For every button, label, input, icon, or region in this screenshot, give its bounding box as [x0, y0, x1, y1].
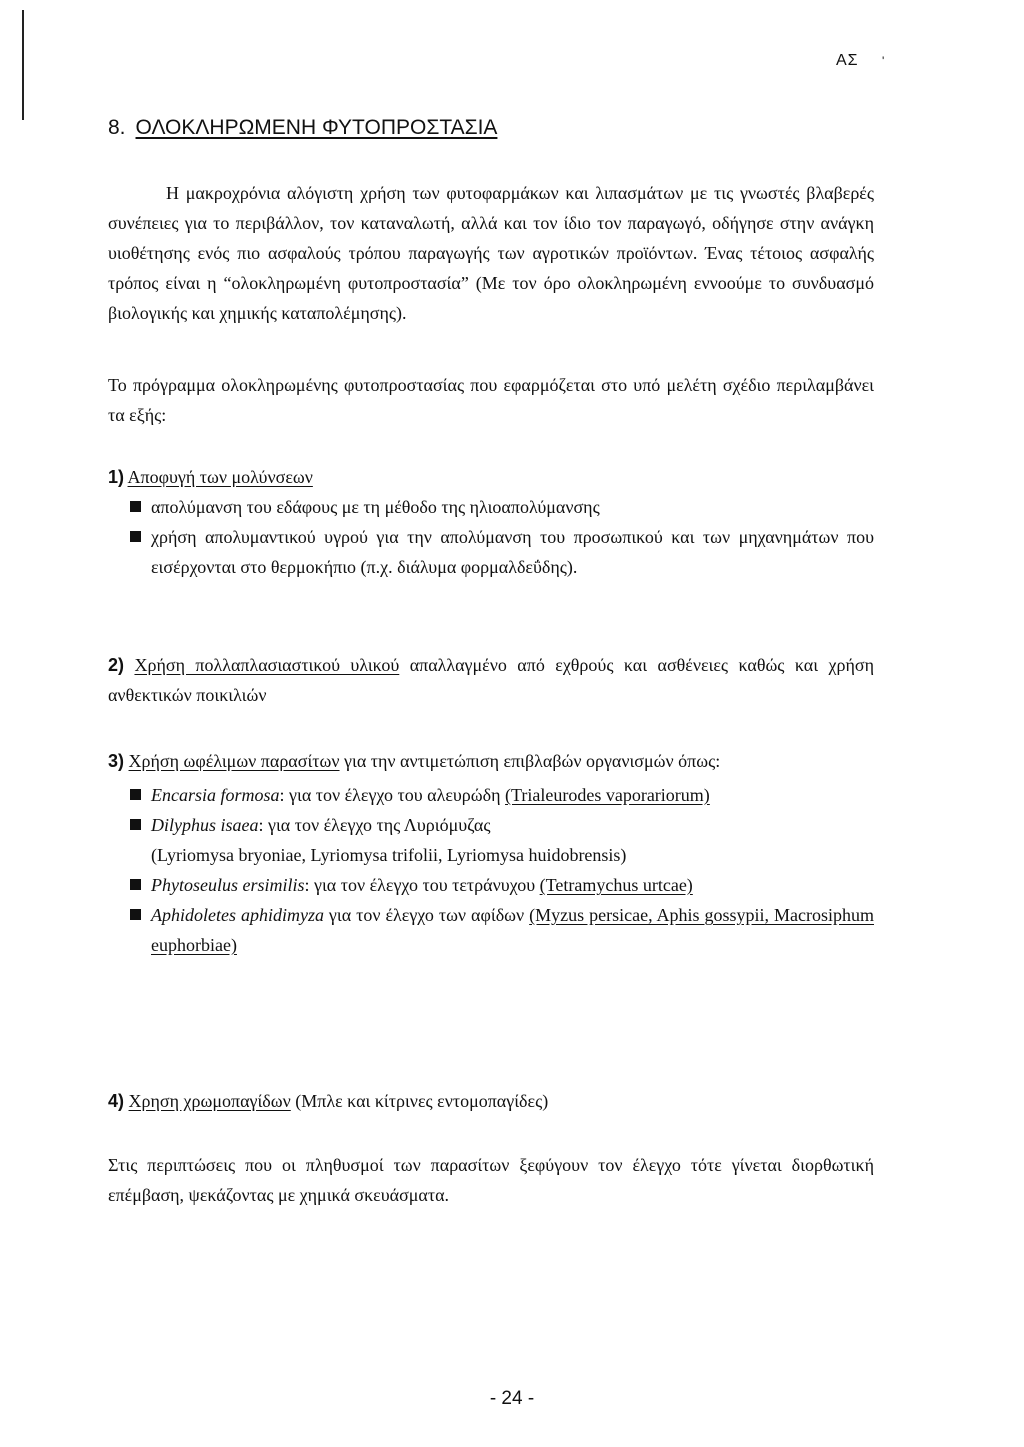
square-bullet-icon — [130, 879, 141, 890]
section-1-title: Αποφυγή των μολύνσεων — [127, 467, 313, 487]
list-item-text: : για τον έλεγχο του τετράνυχου — [304, 875, 540, 895]
section-4-text: (Μπλε και κίτρινες εντομοπαγίδες) — [290, 1091, 549, 1111]
target-species: (Myzus persicae, Aphis gossypii, Macrosiphum euphorbiae) — [151, 905, 874, 955]
species-name: Phytoseulus ersimilis — [151, 875, 305, 895]
heading-number: 8. — [108, 116, 126, 139]
intro-paragraph: Η μακροχρόνια αλόγιστη χρήση των φυτοφαρμάκων και λιπασμάτων με τις γνωστές βλαβερές συνέπειες για το περιβάλλον, τον καταναλωτή, αλλά και τον ίδιο τον παραγωγό, οδήγησε στην ανάγκη υιοθέτησης ενός πιο ασφαλούς τρόπου παραγωγής των αγροτικών προϊόντων. Ένας τέτοιος ασφαλής τρόπος είναι η “ολοκληρωμένη φυτοπροστασία” (Με τον όρο ολοκληρωμένη εννοούμε το συνδυασμό βιολογικής και χημικής καταπολέμησης). — [108, 183, 874, 323]
list-item — [108, 522, 874, 582]
section-1-heading — [108, 462, 874, 492]
square-bullet-icon — [130, 501, 141, 512]
section-3-text: για την αντιμετώπιση επιβλαβών οργανισμών όπως: — [339, 751, 721, 771]
section-2-title: Χρήση πολλαπλασιαστικού υλικού — [134, 655, 400, 675]
list-item-text: για τον έλεγχο των αφίδων — [323, 905, 530, 925]
section-3-title: Χρήση ωφέλιμων παρασίτων — [128, 751, 340, 771]
section-1 — [108, 462, 874, 582]
section-4 — [108, 1086, 874, 1116]
section-2-number: 2) — [108, 655, 125, 675]
list-item-text: : για τον έλεγχο του αλευρώδη — [279, 785, 506, 805]
program-paragraph: Το πρόγραμμα ολοκληρωμένης φυτοπροστασίας που εφαρμόζεται στο υπό μελέτη σχέδιο περιλαμβάνει τα εξής: — [108, 375, 874, 425]
section-4-title: Χρηση χρωμοπαγίδων — [128, 1091, 291, 1111]
closing-paragraph: Στις περιπτώσεις που οι πληθυσμοί των παρασίτων ξεφύγουν τον έλεγχο τότε γίνεται διορθωτική επέμβαση, ψεκάζοντας με χημικά σκευάσματα. — [108, 1155, 874, 1205]
square-bullet-icon — [130, 819, 141, 830]
species-name: Aphidoletes aphidimyza — [151, 905, 324, 925]
list-item — [108, 870, 874, 900]
section-1-number: 1) — [108, 467, 125, 487]
section-3 — [108, 746, 874, 960]
page-number: - 24 - — [489, 1388, 535, 1409]
corner-mark: ΑΣ — [836, 52, 859, 69]
species-name: Encarsia formosa — [151, 785, 280, 805]
list-item — [108, 492, 874, 522]
scan-edge-line — [22, 10, 24, 120]
list-item-text: απολύμανση του εδάφους με τη μέθοδο της ηλιοαπολύμανσης — [151, 497, 600, 517]
target-species-list: (Lyriomysa bryoniae, Lyriomysa trifolii, Lyriomysa huidobrensis) — [151, 845, 627, 865]
corner-dot: ' — [882, 54, 885, 68]
list-item-text: χρήση απολυμαντικού υγρού για την απολύμανση του προσωπικού και των μηχανημάτων που εισέρχονται στο θερμοκήπιο (π.χ. διάλυμα φορμαλδεΰδης). — [151, 527, 874, 577]
species-name: Dilyphus isaea — [151, 815, 259, 835]
square-bullet-icon — [130, 909, 141, 920]
section-3-number: 3) — [108, 751, 125, 771]
square-bullet-icon — [130, 789, 141, 800]
target-species: (Tetramychus urtcae) — [539, 875, 693, 895]
section-4-number: 4) — [108, 1091, 125, 1111]
square-bullet-icon — [130, 531, 141, 542]
section-2 — [108, 650, 874, 710]
heading-title: ΟΛΟΚΛΗΡΩΜΕΝΗ ΦΥΤΟΠΡΟΣΤΑΣΙΑ — [135, 116, 498, 139]
section-2-text: απαλλαγμένο από εχθρούς και ασθένειες καθώς και χρήση ανθεκτικών ποικιλιών — [108, 655, 875, 705]
list-item-text: : για τον έλεγχο της Λυριόμυζας — [258, 815, 491, 835]
section-heading — [108, 116, 497, 140]
list-item — [108, 780, 874, 810]
section-3-heading — [108, 746, 874, 776]
list-item — [108, 900, 874, 960]
target-species: (Trialeurodes vaporariorum) — [505, 785, 710, 805]
list-item — [108, 810, 874, 870]
